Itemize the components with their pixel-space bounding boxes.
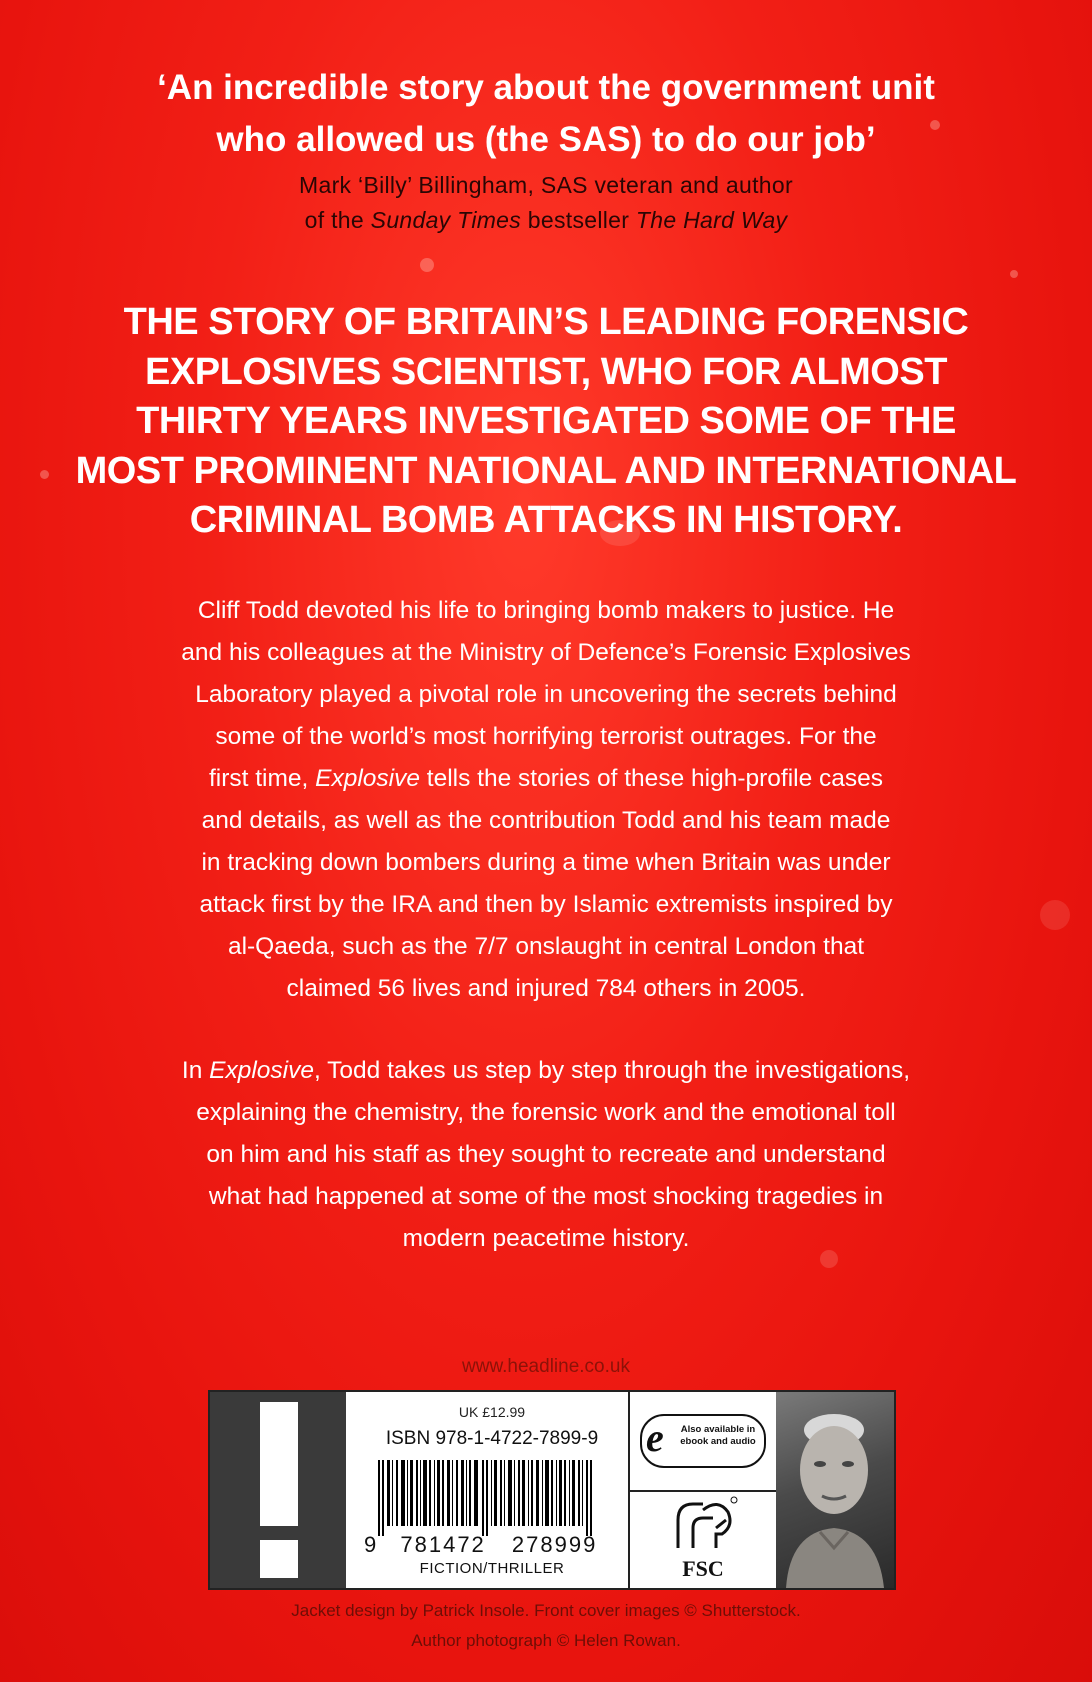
texture-speck (420, 258, 434, 272)
credits (0, 1596, 1092, 1656)
quote-line: who allowed us (the SAS) to do our job’ (216, 120, 876, 159)
headline-line: CRIMINAL BOMB ATTACKS IN HISTORY. (189, 499, 903, 541)
fsc-badge (628, 1490, 776, 1588)
publisher-logo (210, 1392, 346, 1588)
blurb-line: Cliff Todd devoted his life to bringing bomb makers to justice. He (197, 597, 895, 624)
ean-right-group: 278999 (511, 1532, 598, 1557)
blurb-line: al-Qaeda, such as the 7/7 onslaught in central London that (227, 933, 865, 960)
headline (40, 298, 1052, 546)
author-portrait (776, 1392, 894, 1588)
blurb-text: In (181, 1057, 210, 1084)
blurb-text: tells the stories of these high-profile cases (420, 765, 884, 792)
headline-line: THIRTY YEARS INVESTIGATED SOME OF THE (136, 400, 956, 442)
blurb-text: first time, (208, 765, 316, 792)
exclamation-dot (260, 1540, 298, 1578)
isbn-label: ISBN 978-1-4722-7899-9 (385, 1428, 599, 1449)
fsc-label: FSC (682, 1556, 724, 1581)
blurb-paragraph-1 (60, 590, 1032, 1010)
ean-digits (364, 1532, 628, 1558)
quote-line: ‘An incredible story about the government unit (157, 68, 935, 107)
isbn-area (350, 1392, 634, 1588)
attribution-line (0, 203, 1092, 238)
ean-left-group: 781472 (400, 1532, 486, 1557)
credits-line: Jacket design by Patrick Insole. Front cover images © Shutterstock. (291, 1601, 801, 1620)
ebook-text: Also available in ebook and audio (680, 1424, 756, 1447)
blurb-line: modern peacetime history. (402, 1225, 690, 1252)
price-label: UK £12.99 (458, 1404, 526, 1420)
blurb-line: Laboratory played a pivotal role in uncovering the secrets behind (195, 681, 897, 708)
blurb-line: on him and his staff as they sought to recreate and understand (206, 1141, 886, 1168)
publisher-website: www.headline.co.uk (462, 1356, 630, 1377)
ean-first-digit: 9 (364, 1532, 379, 1557)
blurb-line (60, 1050, 1032, 1092)
blurb-line (60, 758, 1032, 800)
ebook-badge (628, 1392, 776, 1492)
attribution-text: of the (304, 207, 371, 233)
blurb-line: claimed 56 lives and injured 784 others in 2005. (286, 975, 806, 1002)
book-title: Explosive (209, 1057, 314, 1084)
attribution-line: Mark ‘Billy’ Billingham, SAS veteran and author (299, 172, 793, 198)
genre-label: FICTION/THRILLER (419, 1560, 565, 1577)
attribution-book-title: The Hard Way (635, 207, 788, 233)
endorsement-attribution (0, 168, 1092, 238)
headline-line: EXPLOSIVES SCIENTIST, WHO FOR ALMOST (145, 350, 947, 393)
headline-line: THE STORY OF BRITAIN’S LEADING FORENSIC (123, 301, 969, 343)
exclamation-bar (260, 1402, 298, 1526)
credits-line: Author photograph © Helen Rowan. (411, 1631, 681, 1650)
texture-speck (1010, 270, 1018, 278)
attribution-text: bestseller (521, 207, 636, 233)
barcode-panel (208, 1390, 896, 1590)
barcode-bars (378, 1460, 592, 1536)
author-photo (776, 1392, 894, 1588)
endorsement-quote (0, 62, 1092, 166)
blurb-text: , Todd takes us step by step through the investigations, (314, 1057, 911, 1084)
texture-speck (1040, 900, 1070, 930)
blurb-line: and details, as well as the contribution Todd and his team made (201, 807, 891, 834)
book-title: Explosive (315, 765, 420, 792)
blurb-line: in tracking down bombers during a time when Britain was under (201, 849, 891, 876)
ebook-icon: e (646, 1415, 664, 1460)
blurb-line: and his colleagues at the Ministry of Defence’s Forensic Explosives (181, 639, 911, 666)
blurb-paragraph-2 (60, 1050, 1032, 1260)
blurb-line: explaining the chemistry, the forensic work and the emotional toll (196, 1099, 896, 1126)
attribution-newspaper: Sunday Times (370, 207, 522, 233)
headline-line: MOST PROMINENT NATIONAL AND INTERNATIONAL (75, 449, 1017, 492)
blurb-line: attack first by the IRA and then by Islamic extremists inspired by (199, 891, 893, 918)
blurb-line: what had happened at some of the most shocking tragedies in (208, 1183, 884, 1210)
blurb-line: some of the world’s most horrifying terrorist outrages. For the (215, 723, 877, 750)
fsc-tree-icon (630, 1490, 776, 1556)
barcode-image (370, 1460, 614, 1540)
